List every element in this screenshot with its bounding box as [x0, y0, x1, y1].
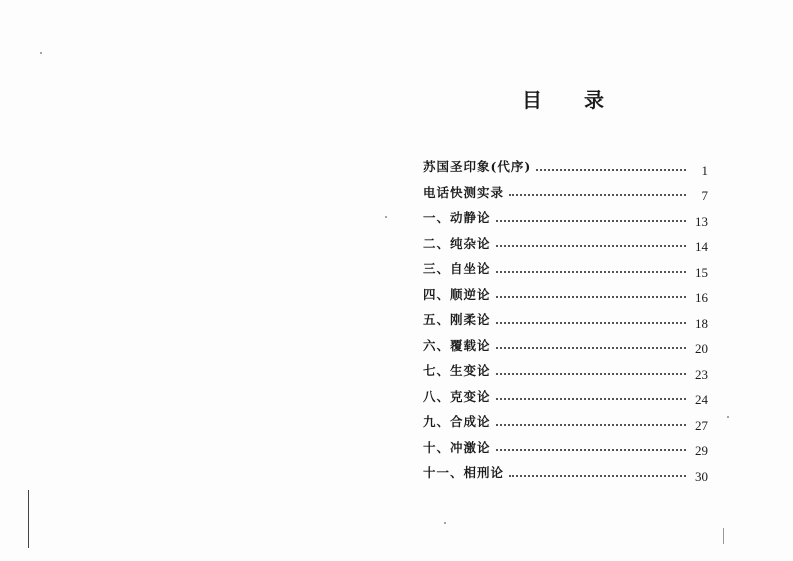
toc-leader-dots [496, 220, 686, 222]
toc-entry[interactable] [423, 378, 708, 407]
toc-leader-dots [496, 424, 686, 426]
toc-entry-label: 五、刚柔论 [423, 312, 491, 327]
toc-page-number: 16 [695, 290, 708, 305]
toc-page-number: 30 [695, 468, 708, 484]
toc-leader-dots [509, 194, 686, 196]
toc-entry-label: 二、纯杂论 [423, 235, 491, 251]
toc-page-number: 23 [695, 366, 708, 382]
binding-edge-line [28, 490, 29, 548]
scan-speck [444, 522, 446, 524]
toc-entry[interactable] [423, 352, 708, 382]
toc-leader-dots [496, 245, 686, 247]
toc-title-char: 目 [522, 88, 542, 112]
toc-page-number: 20 [695, 341, 708, 356]
toc-entry-label: 十、冲激论 [423, 439, 491, 455]
toc-entry-label: 九、合成论 [423, 414, 491, 429]
toc-leader-dots [536, 169, 686, 171]
toc-page-number: 18 [695, 315, 708, 331]
scan-speck [40, 52, 42, 54]
toc-page-number: 1 [701, 162, 708, 178]
toc-entry[interactable] [423, 148, 708, 178]
toc-entry-label: 十一、相刑论 [423, 465, 505, 480]
scan-speck [385, 216, 387, 218]
toc-leader-dots [496, 373, 686, 375]
toc-entry[interactable] [423, 225, 708, 254]
toc-entry-label: 电话快测实录 [423, 184, 505, 200]
toc-title-char: 录 [584, 88, 604, 112]
toc-entry-label: 四、顺逆论 [423, 286, 491, 302]
toc-entry-label: 六、覆载论 [423, 337, 491, 353]
toc-list [423, 148, 708, 484]
toc-page-number: 15 [695, 264, 708, 280]
toc-entry[interactable] [423, 327, 708, 356]
toc-entry-label: 苏国圣印象(代序) [423, 159, 532, 174]
toc-entry[interactable] [423, 454, 708, 484]
toc-entry[interactable] [423, 174, 708, 203]
toc-leader-dots [496, 296, 686, 298]
toc-leader-dots [496, 347, 686, 349]
toc-entry[interactable] [423, 199, 708, 229]
toc-entry-label: 三、自坐论 [423, 261, 491, 276]
toc-leader-dots [496, 271, 686, 273]
toc-leader-dots [509, 475, 686, 477]
toc-page-number: 13 [695, 213, 708, 229]
toc-entry[interactable] [423, 276, 708, 305]
toc-page-number: 14 [695, 239, 708, 254]
toc-entry-label: 七、生变论 [423, 363, 491, 378]
toc-entry[interactable] [423, 250, 708, 280]
toc-page-number: 7 [701, 188, 708, 203]
toc-entry[interactable] [423, 301, 708, 331]
scan-speck [727, 416, 729, 418]
toc-page-number: 29 [695, 443, 708, 458]
toc-leader-dots [496, 322, 686, 324]
toc-entry-label: 一、动静论 [423, 210, 491, 225]
toc-leader-dots [496, 398, 686, 400]
toc-page-number: 24 [695, 392, 708, 407]
toc-entry[interactable] [423, 403, 708, 433]
toc-title [522, 84, 604, 113]
toc-page-number: 27 [695, 417, 708, 433]
scan-mark [723, 528, 724, 544]
toc-entry[interactable] [423, 429, 708, 458]
toc-entry-label: 八、克变论 [423, 388, 491, 404]
toc-leader-dots [496, 449, 686, 451]
